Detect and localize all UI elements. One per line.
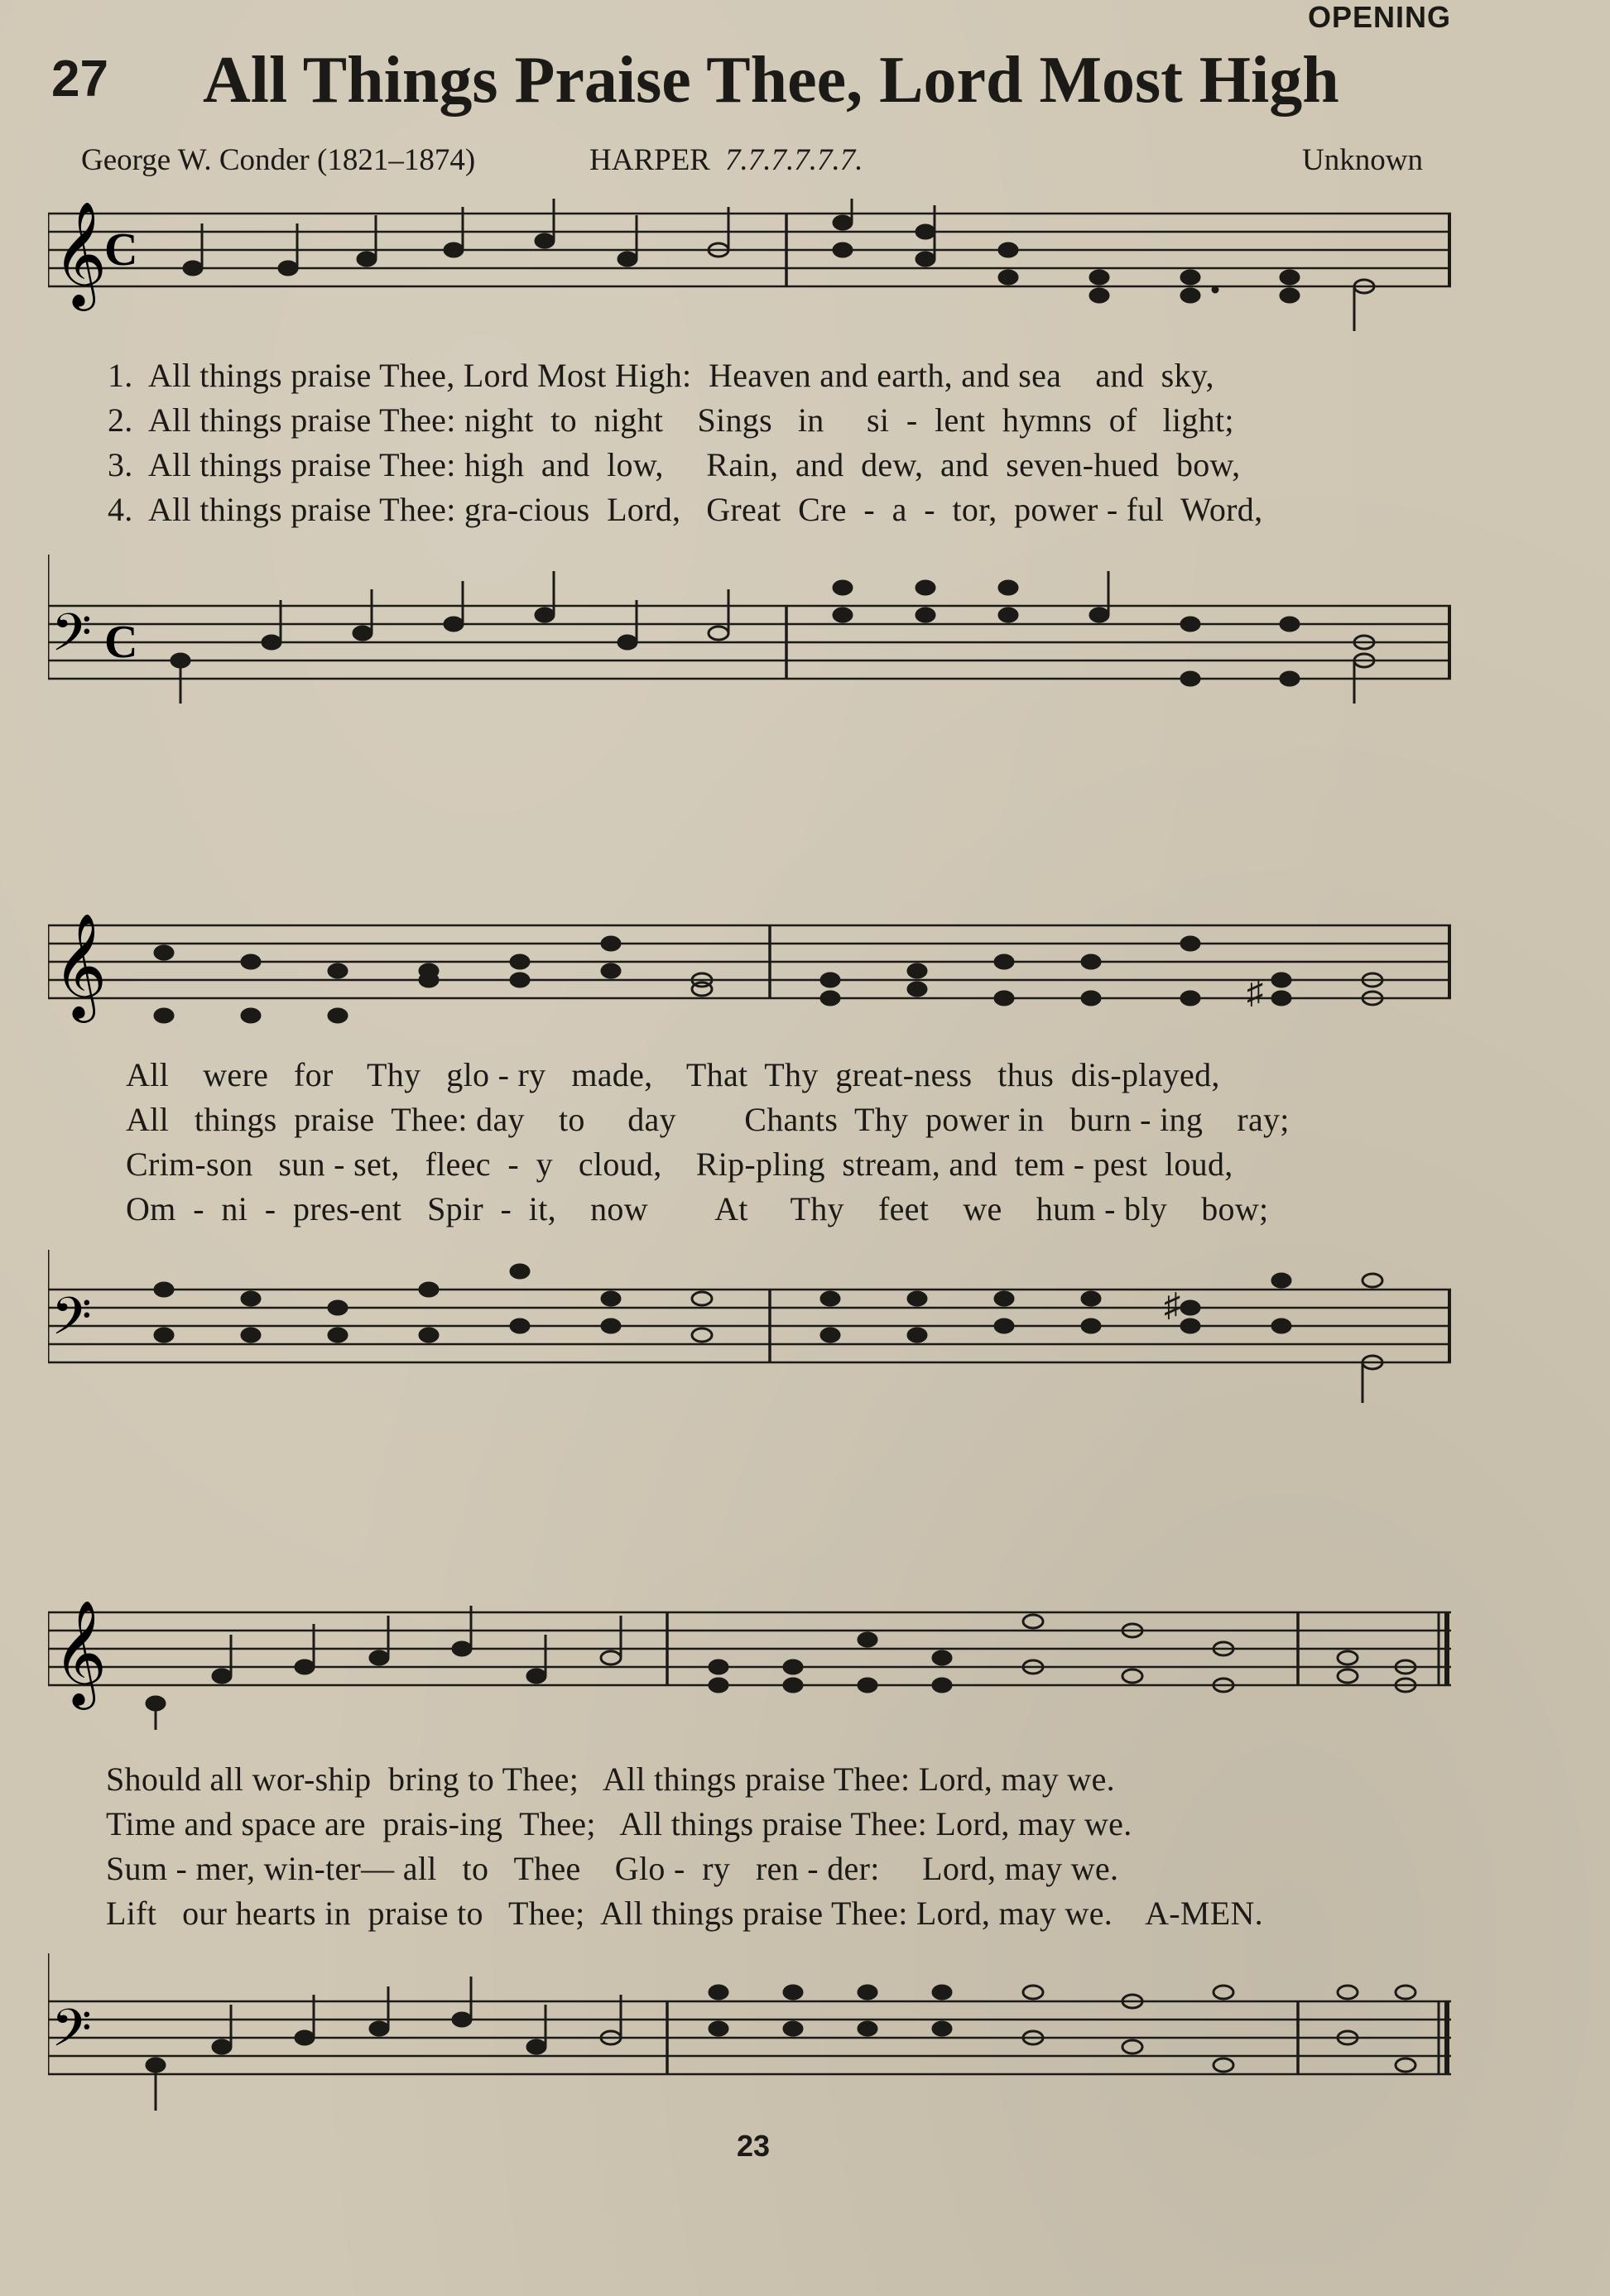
treble-clef-icon: 𝄞 xyxy=(53,915,108,1016)
treble-staff-system-2 xyxy=(48,902,1451,1043)
hymn-number: 27 xyxy=(51,50,108,108)
treble-staff-system-1 xyxy=(48,199,1451,348)
svg-text:♯: ♯ xyxy=(1164,1286,1180,1323)
treble-clef-icon: 𝄞 xyxy=(53,204,108,305)
author-credit: George W. Conder (1821–1874) xyxy=(81,143,476,177)
lyric-line: 3. All things praise Thee: high and low, Rain, and dew, and seven-hued bow, xyxy=(108,446,1241,483)
common-time-icon: C xyxy=(104,617,138,668)
page-number: 23 xyxy=(737,2129,771,2163)
lyric-line: Time and space are prais-ing Thee; All things praise Thee: Lord, may we. xyxy=(106,1805,1132,1842)
lyric-line: Om - ni - pres-ent Spir - it, now At Thy feet we hum - bly bow; xyxy=(126,1190,1269,1227)
notes xyxy=(147,1977,1415,2111)
composer-credit: Unknown xyxy=(1302,143,1423,177)
bass-staff-system-3 xyxy=(48,1953,1451,2119)
tune-meter: 7.7.7.7.7.7. xyxy=(724,143,863,177)
bass-clef-icon: 𝄢 xyxy=(51,2001,92,2070)
common-time-icon: C xyxy=(104,224,138,276)
hymn-title: All Things Praise Thee, Lord Most High xyxy=(203,44,1339,117)
notes xyxy=(184,199,1374,331)
bass-clef-icon: 𝄢 xyxy=(51,1289,92,1358)
lyric-line: All things praise Thee: day to day Chants Thy power in burn - ing ray; xyxy=(126,1101,1290,1138)
bass-staff-system-1 xyxy=(48,555,1451,712)
lyric-line: 4. All things praise Thee: gra-cious Lord, Great Cre - a - tor, power - ful Word, xyxy=(108,491,1263,528)
treble-staff-system-3 xyxy=(48,1573,1451,1730)
treble-clef-icon: 𝄞 xyxy=(53,1602,108,1703)
lyric-line: Crim-son sun - set, fleec - y cloud, Rip-pling stream, and tem - pest loud, xyxy=(126,1146,1233,1183)
section-label: OPENING xyxy=(1307,0,1451,34)
notes xyxy=(171,571,1374,704)
lyric-line: Lift our hearts in praise to Thee; All things praise Thee: Lord, may we. A-MEN. xyxy=(106,1895,1263,1932)
svg-text:♯: ♯ xyxy=(1247,973,1263,1011)
lyric-line: Sum - mer, win-ter— all to Thee Glo - ry ren - der: Lord, may we. xyxy=(106,1850,1119,1887)
lyric-line: 2. All things praise Thee: night to night Sings in si - lent hymns of light; xyxy=(108,401,1234,439)
tune-credit xyxy=(589,142,863,178)
tune-name: HARPER xyxy=(589,143,710,177)
lyric-line: Should all wor-ship bring to Thee; All things praise Thee: Lord, may we. xyxy=(106,1760,1115,1798)
lyric-line: All were for Thy glo - ry made, That Thy great-ness thus dis-played, xyxy=(126,1056,1220,1093)
lyric-line: 1. All things praise Thee, Lord Most High: Heaven and earth, and sea and sky, xyxy=(108,357,1214,394)
bass-staff-system-2 xyxy=(48,1250,1451,1407)
bass-clef-icon: 𝄢 xyxy=(51,605,92,675)
